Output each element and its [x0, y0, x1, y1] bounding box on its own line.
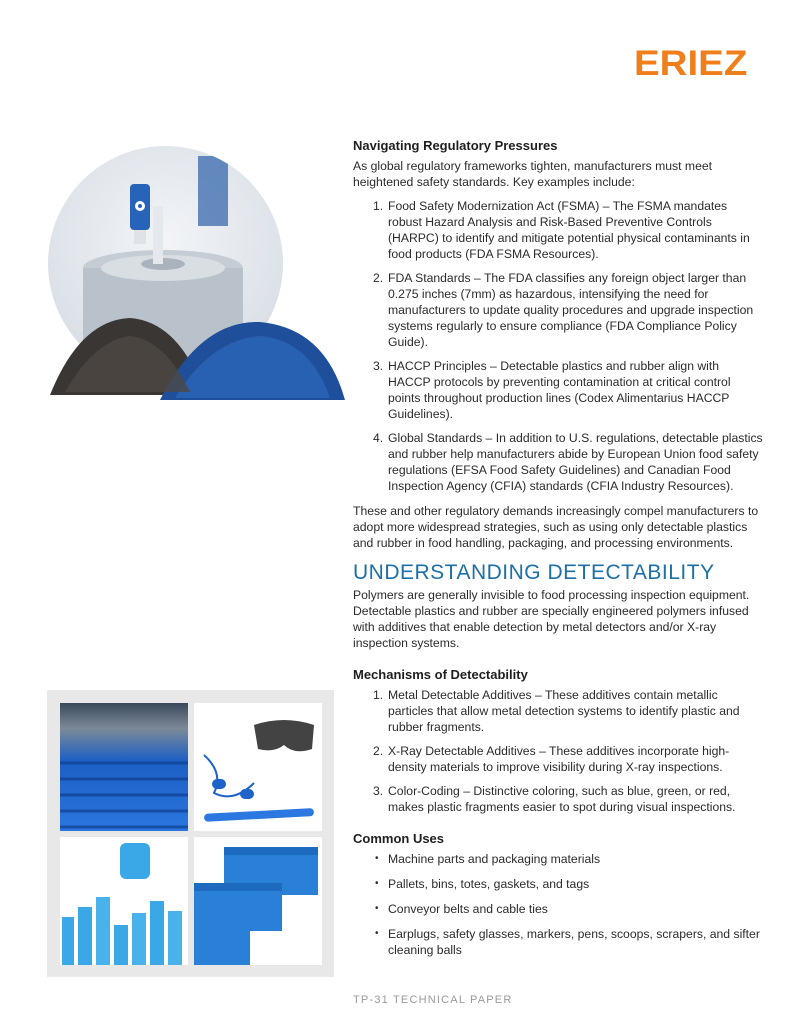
list-item: • Earplugs, safety glasses, markers, pens, scoops, scrapers, and sifter cleaning balls — [375, 927, 760, 957]
section-heading-regulatory: Navigating Regulatory Pressures — [353, 138, 558, 153]
detectability-intro: Polymers are generally invisible to food processing inspection equipment. Detectable plastics and rubber are specially engineered polymers infused with additives that enable detection by metal detectors and/or X-ray inspection systems. — [353, 588, 750, 650]
section-heading-detectability: UNDERSTANDING DETECTABILITY — [353, 561, 715, 584]
list-item: • Pallets, bins, totes, gaskets, and tags — [375, 877, 590, 891]
regulatory-intro: As global regulatory frameworks tighten, manufacturers must meet heightened safety standards. Key examples include: — [353, 159, 713, 189]
list-item: 1. Food Safety Modernization Act (FSMA) – The FSMA mandates robust Hazard Analysis and Risk-Based Preventive Controls (HARPC) to identify and mitigate potential physical contaminants in food products (FDA FSMA Resources). — [373, 199, 750, 261]
list-item: 1. Metal Detectable Additives – These additives contain metallic particles that allow metal detection systems to identify plastic and rubber fragments. — [373, 688, 740, 734]
product-photo-grid — [47, 690, 334, 977]
list-item: • Conveyor belts and cable ties — [375, 902, 548, 916]
common-uses-list — [353, 851, 763, 958]
list-item: • Machine parts and packaging materials — [375, 852, 601, 866]
bullet-icon: • — [375, 878, 379, 889]
mechanisms-heading: Mechanisms of Detectability — [353, 667, 528, 682]
regulatory-closing: These and other regulatory demands increasingly compel manufacturers to adopt more widespread strategies, such as using only detectable plastics and rubber in food handling, packaging, and processing environments. — [353, 504, 759, 550]
list-item: 2. FDA Standards – The FDA classifies any foreign object larger than 0.275 inches (7mm) as hazardous, intensifying the need for manufacturers to update quality procedures and upgrade inspection systems regularly to ensure compliance (FDA Compliance Policy Guide). — [373, 271, 754, 349]
list-item: 4. Global Standards – In addition to U.S. regulations, detectable plastics and rubber help manufacturers abide by European Union food safety regulations (EFSA Food Safety Guidelines) and Canadian Food Inspection Agency (CFIA) standards (CFIA Industry Resources). — [373, 431, 763, 493]
page-footer: TP-31 TECHNICAL PAPER — [353, 994, 513, 1006]
mechanisms-list — [353, 687, 763, 815]
bullet-icon: • — [375, 903, 379, 914]
conveyor-belt-photo — [60, 703, 188, 831]
safety-glasses-photo — [194, 703, 322, 831]
bullet-icon: • — [375, 928, 379, 939]
list-item: 3. HACCP Principles – Detectable plastics and rubber align with HACCP protocols by preventing contamination at critical control points throughout production lines (Codex Alimentarius HACCP Guidelines). — [373, 359, 731, 421]
content-column — [353, 138, 763, 958]
regulatory-list — [353, 198, 763, 494]
list-item: 3. Color-Coding – Distinctive coloring, such as blue, green, or red, makes plastic fragments easier to spot during visual inspections. — [373, 784, 736, 814]
bins-photo — [194, 837, 322, 965]
common-uses-heading: Common Uses — [353, 831, 445, 846]
eriez-logo: ERIEZ — [634, 44, 748, 83]
pipes-photo — [60, 837, 188, 965]
list-item: 2. X-Ray Detectable Additives – These additives incorporate high-density materials to improve visibility during X-ray inspections. — [373, 744, 730, 774]
granules-illustration — [40, 300, 360, 410]
bullet-icon: • — [375, 853, 379, 864]
